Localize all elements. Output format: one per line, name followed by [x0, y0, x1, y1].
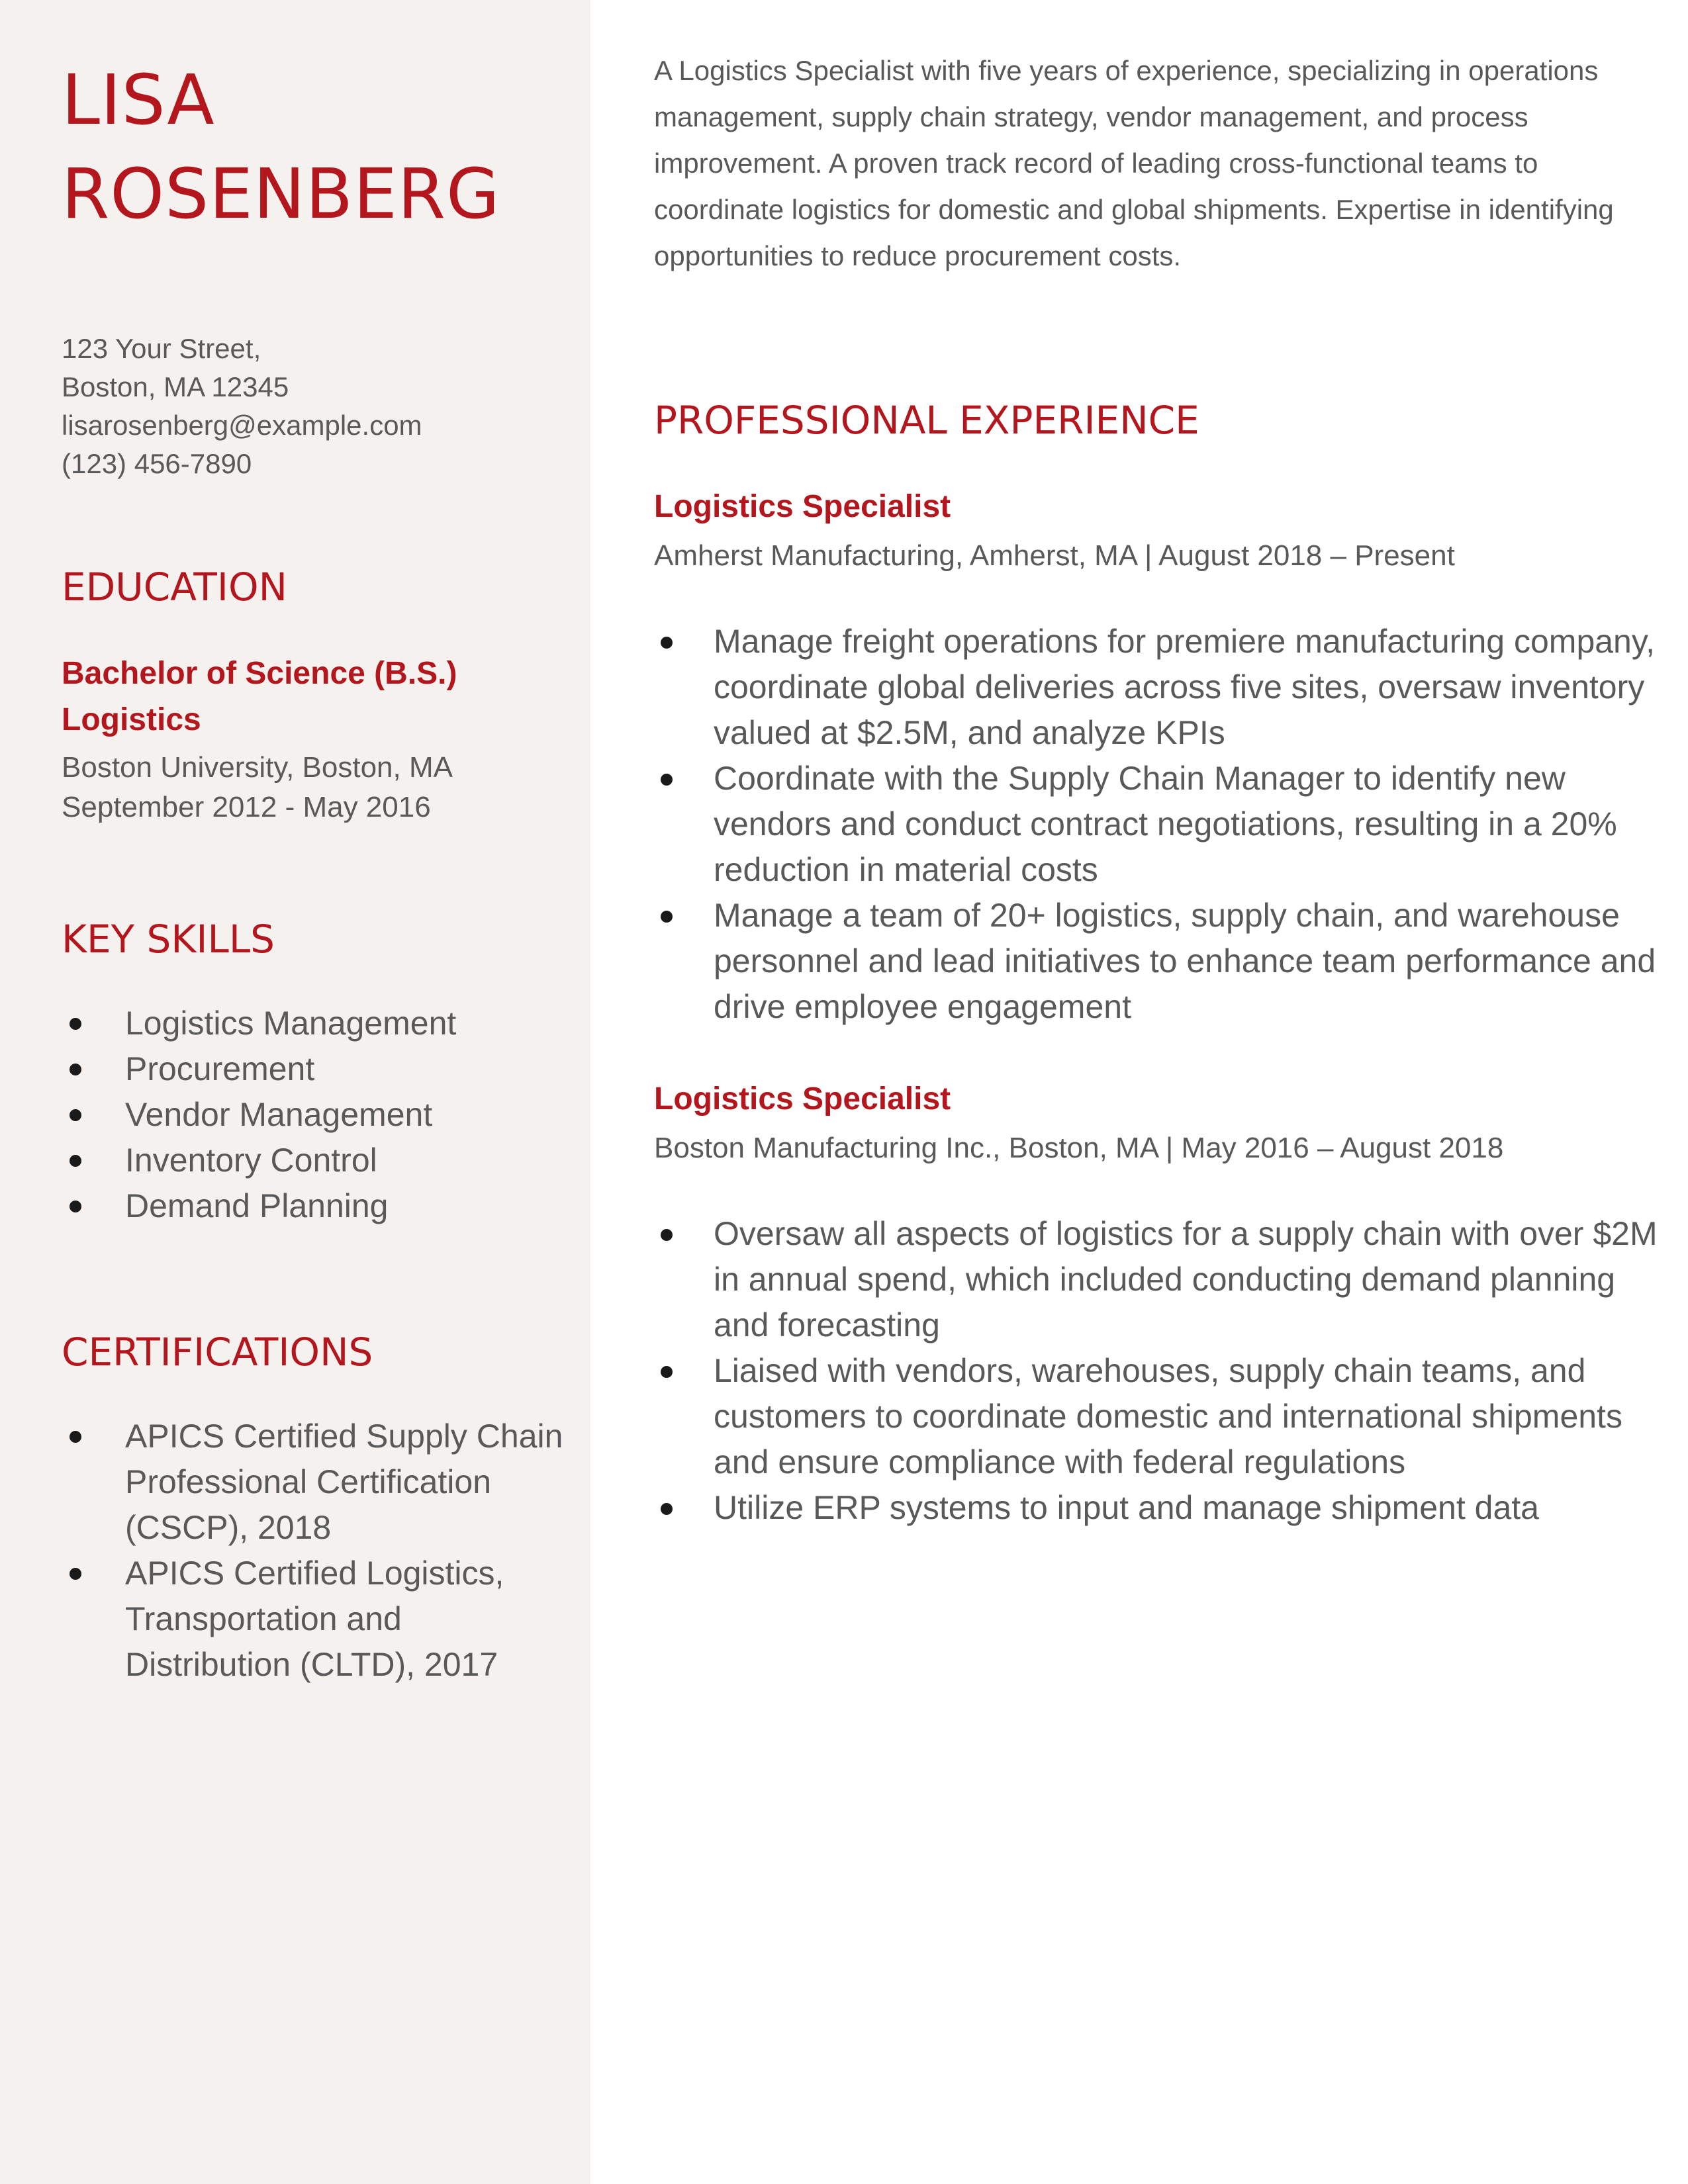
bullet-icon — [661, 1229, 673, 1241]
first-name: LISA — [62, 60, 215, 140]
certifications-list — [62, 1414, 565, 1688]
contact-city: Boston, MA 12345 — [62, 371, 289, 402]
certification-item: APICS Certified Logistics, Transportation and Distribution (CLTD), 2017 — [62, 1551, 565, 1688]
contact-street: 123 Your Street, — [62, 333, 261, 364]
contact-phone: (123) 456-7890 — [62, 448, 252, 479]
bullet-icon — [70, 1568, 81, 1580]
skill-item: Inventory Control — [62, 1138, 578, 1183]
job-title: Logistics Specialist — [654, 489, 951, 524]
job-meta: Amherst Manufacturing, Amherst, MA | August 2018 – Present — [654, 539, 1455, 572]
skill-item: Procurement — [62, 1046, 578, 1092]
contact-email[interactable]: lisarosenberg@example.com — [62, 410, 422, 441]
degree-line-1: Bachelor of Science (B.S.) — [62, 656, 457, 691]
job-bullet-item: Oversaw all aspects of logistics for a supply chain with over $2M in annual spend, which included conducting demand planning and forecasting — [654, 1211, 1660, 1348]
main-column — [590, 0, 1688, 2184]
professional-summary: A Logistics Specialist with five years of experience, specializing in operations management, supply chain strategy, vendor management, and process improvement. A proven track record of leading cross-functional teams to coordinate logistics for domestic and global shipments. Expertise in identifying opportunities to reduce procurement costs. — [654, 55, 1614, 271]
education-degree — [62, 651, 457, 743]
bullet-icon — [661, 637, 673, 649]
bullet-icon — [661, 911, 673, 923]
job-bullets — [654, 1211, 1660, 1531]
job-bullet-item: Coordinate with the Supply Chain Manager to identify new vendors and conduct contract negotiations, resulting in a 20% reduction in material costs — [654, 756, 1660, 893]
bullet-icon — [70, 1018, 81, 1030]
bullet-icon — [661, 1366, 673, 1378]
skill-item: Vendor Management — [62, 1092, 578, 1138]
experience-heading: PROFESSIONAL EXPERIENCE — [654, 398, 1199, 443]
certifications-heading: CERTIFICATIONS — [62, 1330, 373, 1375]
education-school: Boston University, Boston, MA — [62, 751, 453, 784]
job-title: Logistics Specialist — [654, 1081, 951, 1116]
education-dates: September 2012 - May 2016 — [62, 791, 431, 823]
job-meta: Boston Manufacturing Inc., Boston, MA | May 2016 – August 2018 — [654, 1132, 1504, 1164]
job-bullet-item: Manage freight operations for premiere manufacturing company, coordinate global deliveries across five sites, oversaw inventory valued at $2.5M, and analyze KPIs — [654, 619, 1660, 756]
job-bullet-item: Manage a team of 20+ logistics, supply chain, and warehouse personnel and lead initiatives to enhance team performance and drive employee engagement — [654, 893, 1660, 1030]
candidate-name — [62, 53, 578, 241]
bullet-icon — [70, 1431, 81, 1443]
job-bullet-item: Utilize ERP systems to input and manage shipment data — [654, 1485, 1660, 1531]
education-details — [62, 748, 453, 827]
contact-info — [62, 330, 422, 483]
last-name: ROSENBERG — [62, 154, 500, 234]
job-bullet-item: Liaised with vendors, warehouses, supply chain teams, and customers to coordinate domestic and international shipments and ensure compliance with federal regulations — [654, 1348, 1660, 1485]
skills-list — [62, 1001, 578, 1229]
degree-line-2: Logistics — [62, 702, 201, 737]
bullet-icon — [70, 1064, 81, 1075]
bullet-icon — [661, 1503, 673, 1515]
bullet-icon — [70, 1155, 81, 1167]
education-heading: EDUCATION — [62, 565, 288, 610]
skill-item: Demand Planning — [62, 1183, 578, 1229]
certification-item: APICS Certified Supply Chain Professional Certification (CSCP), 2018 — [62, 1414, 565, 1551]
job-bullets — [654, 619, 1660, 1030]
skills-heading: KEY SKILLS — [62, 917, 275, 962]
sidebar — [0, 0, 590, 2184]
bullet-icon — [70, 1109, 81, 1121]
bullet-icon — [70, 1201, 81, 1212]
bullet-icon — [661, 774, 673, 786]
skill-item: Logistics Management — [62, 1001, 578, 1046]
